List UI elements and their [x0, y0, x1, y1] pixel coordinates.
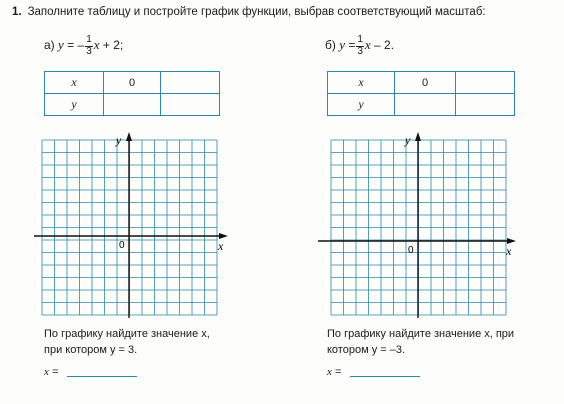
formula-a-den: 3 — [86, 45, 92, 57]
table-a-x-cell-1[interactable]: 0 — [104, 72, 161, 94]
question-b-line-2: котором y = –3. — [327, 344, 406, 356]
table-a-x-label: x — [45, 72, 104, 94]
formula-b-label: б) — [325, 38, 336, 53]
table-b-y-cell-2[interactable] — [456, 94, 515, 116]
table-b-y-cell-1[interactable] — [395, 94, 456, 116]
table-b-row-x — [328, 72, 515, 94]
question-a — [44, 326, 210, 358]
grid-b[interactable] — [314, 128, 526, 320]
table-a-y-cell-2[interactable] — [161, 94, 220, 116]
table-a-y-cell-1[interactable] — [104, 94, 161, 116]
formula-a-x: x — [93, 37, 100, 53]
formula-b-num: 1 — [357, 34, 363, 45]
task-title — [12, 6, 486, 18]
question-a-line-2: при котором y = 3. — [44, 344, 138, 356]
question-a-line-1: По графику найдите значение x, — [44, 328, 210, 340]
x-axis-label-b: x — [506, 244, 512, 258]
answer-b-blank[interactable] — [350, 376, 420, 377]
answer-a-var: x — [44, 366, 49, 378]
formula-a-label: а) — [44, 38, 55, 53]
table-b-x-label: x — [328, 72, 395, 94]
question-b — [327, 326, 514, 358]
formula-a-num: 1 — [86, 34, 92, 45]
y-axis-label-b: y — [405, 133, 411, 147]
table-b-row-y — [328, 94, 515, 116]
answer-a-eq: = — [51, 366, 59, 378]
question-b-line-1: По графику найдите значение x, при — [327, 328, 515, 340]
task-text: Заполните таблицу и постройте график функции, выбрав соответствующий масштаб: — [27, 6, 486, 18]
table-a-row-y — [45, 94, 220, 116]
table-b-x-cell-2[interactable] — [456, 72, 515, 94]
answer-b-eq: = — [334, 366, 342, 378]
value-table-b — [327, 71, 515, 116]
answer-a-blank[interactable] — [67, 376, 137, 377]
answer-b — [327, 366, 420, 378]
value-table-a — [44, 71, 220, 116]
formula-b — [325, 35, 394, 57]
grid-a[interactable] — [30, 128, 235, 320]
y-axis-arrow-a — [126, 132, 132, 141]
formula-b-tail: – 2. — [374, 38, 395, 53]
table-b-x-cell-1[interactable]: 0 — [395, 72, 456, 94]
x-axis-label-a: x — [218, 239, 224, 253]
formula-a-eq: = — [67, 38, 75, 53]
formula-b-eq: = — [348, 38, 356, 53]
table-a-y-label: y — [45, 94, 104, 116]
table-a-x-cell-2[interactable] — [161, 72, 220, 94]
formula-b-fraction — [356, 35, 364, 57]
formula-b-den: 3 — [357, 45, 363, 57]
formula-a-tail: + 2; — [102, 38, 124, 53]
formula-a-y: y — [58, 37, 64, 53]
origin-label-a: 0 — [119, 240, 125, 251]
table-a-row-x — [45, 72, 220, 94]
task-number: 1. — [12, 6, 22, 18]
origin-label-b: 0 — [408, 245, 414, 256]
formula-a-fraction — [85, 35, 93, 57]
formula-b-x: x — [364, 37, 371, 53]
formula-a-minus: – — [77, 38, 85, 53]
answer-b-var: x — [327, 366, 332, 378]
answer-a — [44, 366, 137, 378]
formula-a — [44, 35, 123, 57]
y-axis-arrow-b — [415, 132, 421, 141]
table-b-y-label: y — [328, 94, 395, 116]
formula-b-y: y — [339, 37, 345, 53]
y-axis-label-a: y — [116, 133, 122, 147]
